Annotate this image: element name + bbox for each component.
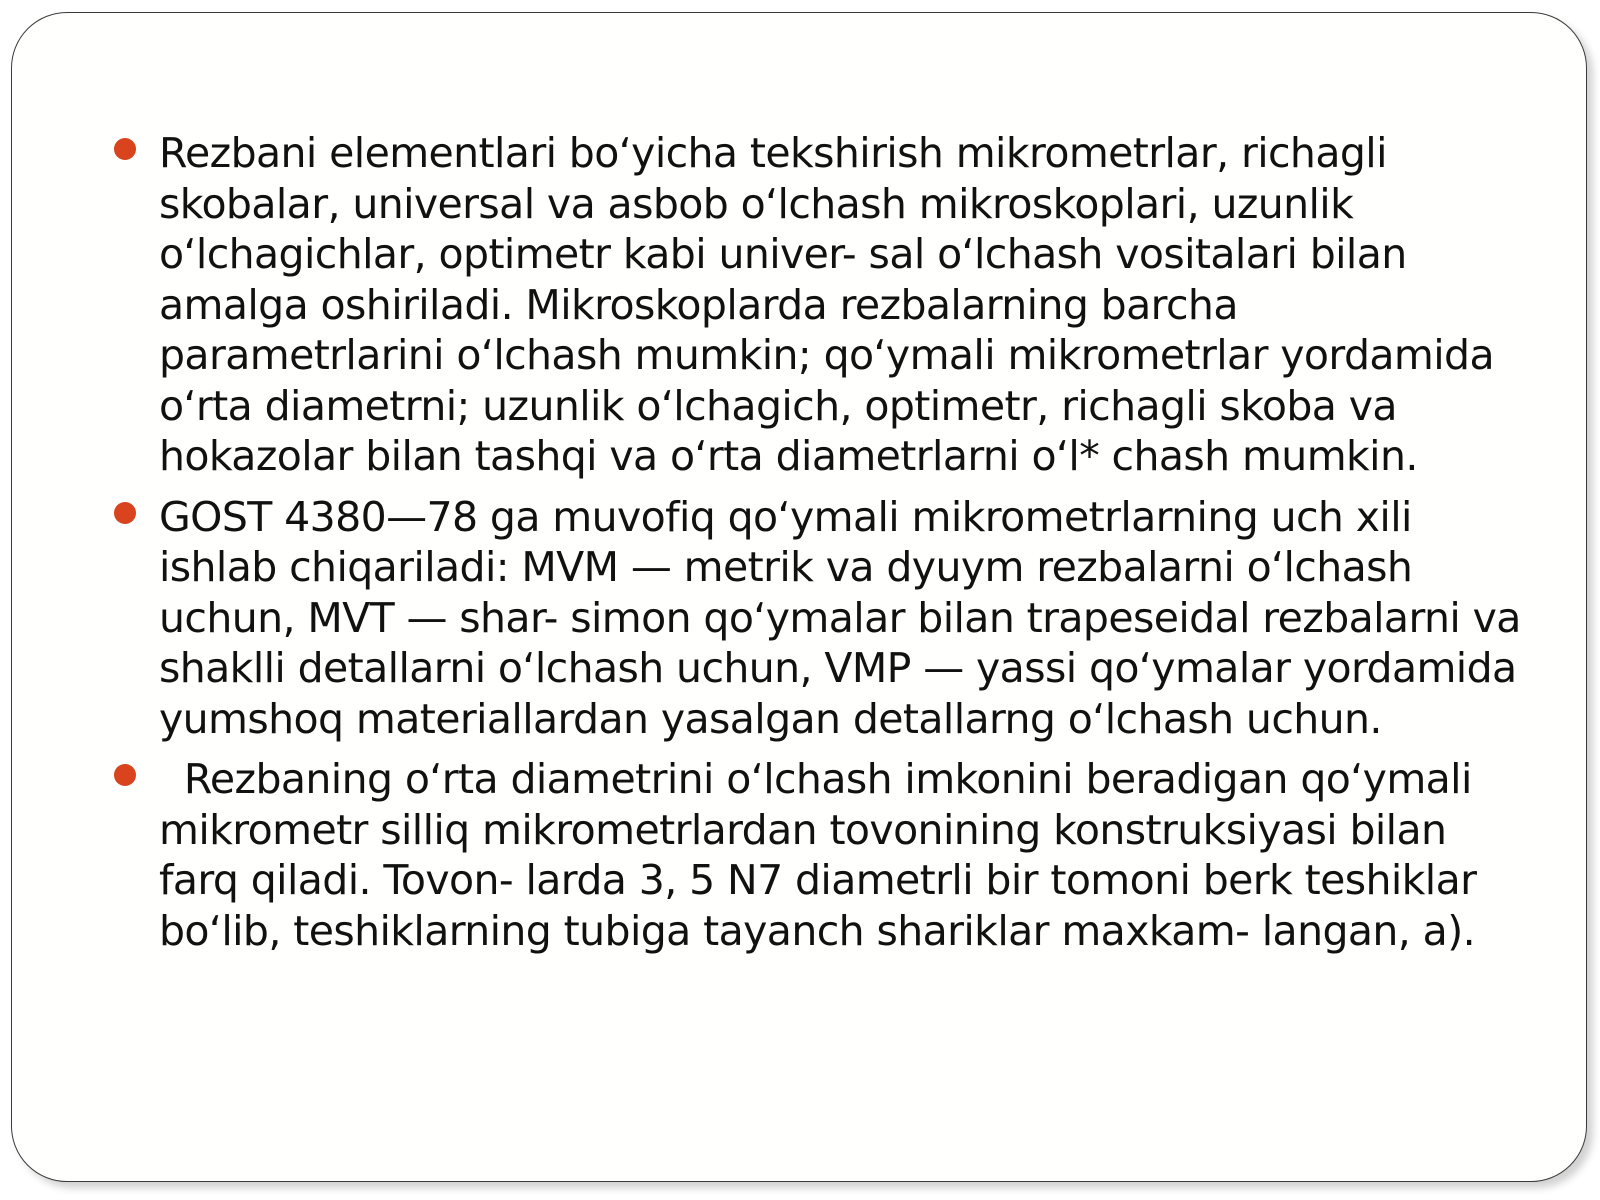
- bullet-item-3: [112, 754, 1532, 956]
- bullet-dot-icon: [114, 502, 136, 524]
- bullet-item-1: [112, 128, 1532, 482]
- bullet-text-2: GOST 4380—78 ga muvofiq qo‘ymali mikrometrlarning uch xili ishlab chiqariladi: MVM — metrik va dyuym rezbalarni o‘lchash uchun, MVT — shar- simon qo‘ymalar bilan trapeseidal rezbalarni va shaklli detallarni o‘lchash uchun, VMP — yassi qo‘ymalar yordamida yumshoq materiallardan yasalgan detallarng o‘lchash uchun.: [159, 492, 1521, 743]
- bullet-item-2: [112, 492, 1532, 745]
- bullet-dot-icon: [114, 764, 136, 786]
- bullet-text-3: Rezbaning o‘rta diametrini o‘lchash imkonini beradigan qo‘ymali mikrometr silliq mikrometrlardan tovonining konstruksiyasi bilan farq qiladi. Tovon- larda 3, 5 N7 diametrli bir tomoni berk teshiklar bo‘lib, teshiklarning tubiga tayanch shariklar maxkam- langan, a).: [159, 755, 1489, 955]
- bullet-list: [112, 128, 1532, 966]
- bullet-dot-icon: [114, 138, 136, 160]
- bullet-text-1: Rezbani elementlari bo‘yicha tekshirish mikrometrlar, richagli skobalar, universal va asbob o‘lchash mikroskoplari, uzunlik o‘lchagichlar, optimetr kabi univer- sal o‘lchash vositalari bilan amalga oshiriladi. Mikroskoplarda rezbalarning barcha parametrlarini o‘lchash mumkin; qo‘ymali mikrometrlar yordamida o‘rta diametrni; uzunlik o‘lchagich, optimetr, richagli skoba va hokazolar bilan tashqi va o‘rta diametrlarni o‘l* chash mumkin.: [159, 129, 1494, 480]
